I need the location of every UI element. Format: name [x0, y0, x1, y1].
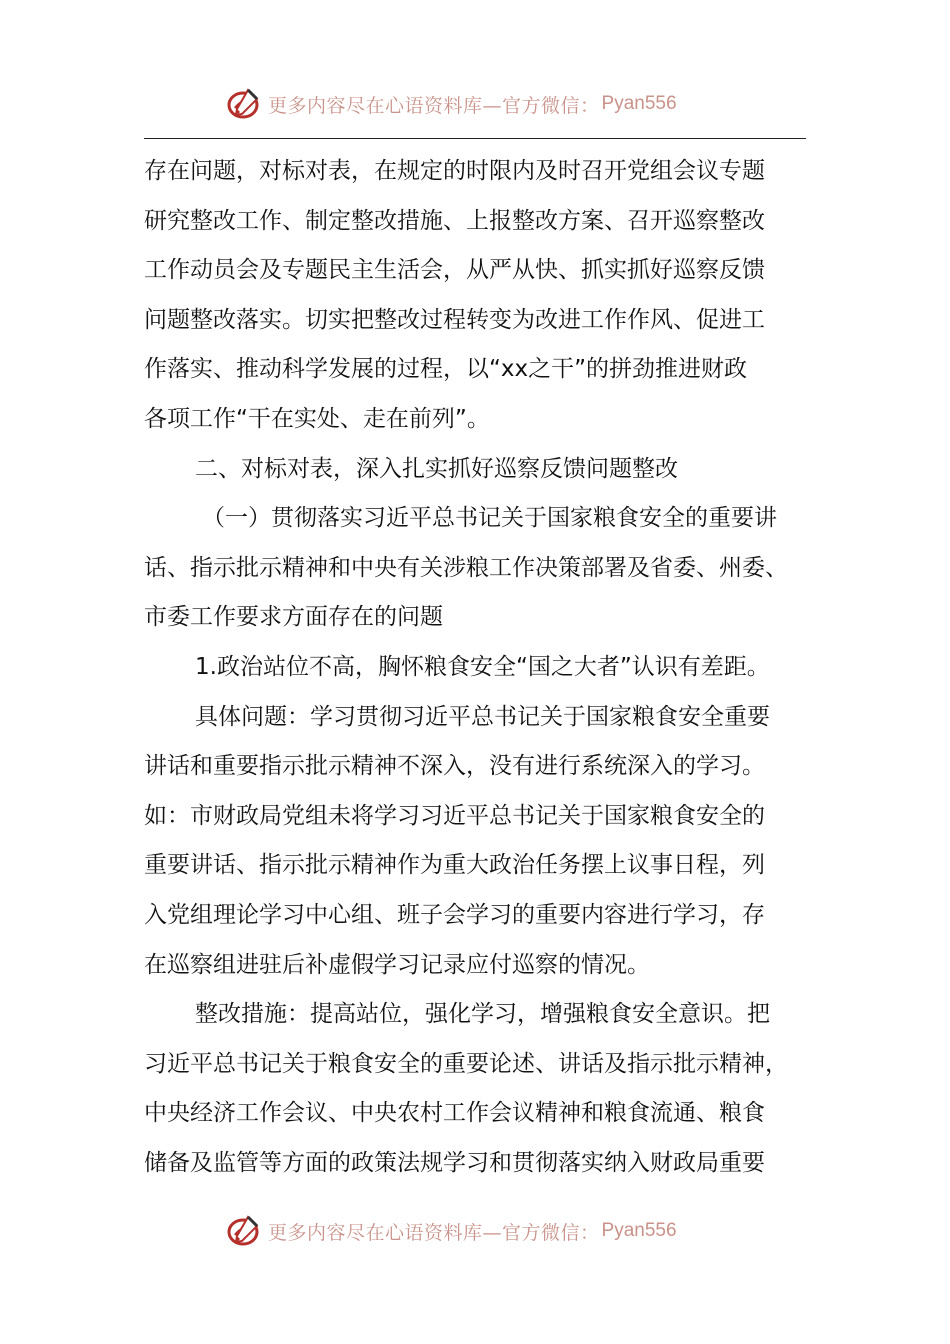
- text-line: 话、指示批示精神和中央有关涉粮工作决策部署及省委、州委、: [144, 554, 788, 581]
- text-line: 如：市财政局党组未将学习习近平总书记关于国家粮食安全的: [144, 802, 765, 829]
- text-line: 重要讲话、指示批示精神作为重大政治任务摆上议事日程，列: [144, 852, 765, 879]
- text-line: 整改措施：提高站位，强化学习，增强粮食安全意识。把: [195, 1001, 770, 1028]
- text-line: 具体问题：学习贯彻习近平总书记关于国家粮食安全重要: [195, 703, 770, 730]
- document-body: [144, 147, 806, 1188]
- text-line: 工作动员会及专题民主生活会，从严从快、抓实抓好巡察反馈: [144, 257, 765, 284]
- header-rule: [144, 138, 806, 139]
- text-line: 问题整改落实。切实把整改过程转变为改进工作作风、促进工: [144, 306, 765, 333]
- logo-icon: [226, 1213, 262, 1249]
- text-line: 入党组理论学习中心组、班子会学习的重要内容进行学习，存: [144, 901, 765, 928]
- text-line: 习近平总书记关于粮食安全的重要论述、讲话及指示批示精神，: [144, 1050, 788, 1077]
- text-line: 存在问题，对标对表，在规定的时限内及时召开党组会议专题: [144, 158, 765, 184]
- text-line: 储备及监管等方面的政策法规学习和贯彻落实纳入财政局重要: [144, 1149, 765, 1176]
- logo-icon: [226, 86, 262, 122]
- text-line: 各项工作“干在实处、走在前列”。: [144, 405, 490, 432]
- section-heading: 二、对标对表，深入扎实抓好巡察反馈问题整改: [195, 455, 678, 482]
- banner-handle: Pyan556: [601, 1220, 677, 1241]
- banner-text: 更多内容尽在心语资料库—官方微信：: [268, 94, 600, 117]
- text-line: 在巡察组进驻后补虚假学习记录应付巡察的情况。: [144, 951, 650, 978]
- text-line: 中央经济工作会议、中央农村工作会议精神和粮食流通、粮食: [144, 1100, 765, 1127]
- footer-banner: [226, 1211, 677, 1251]
- text-line: 市委工作要求方面存在的问题: [144, 604, 443, 631]
- header-banner: [226, 84, 677, 124]
- item-heading: 1.政治站位不高，胸怀粮食安全“国之大者”认识有差距。: [195, 653, 770, 680]
- text-line: 讲话和重要指示批示精神不深入，没有进行系统深入的学习。: [144, 753, 765, 780]
- banner-text: 更多内容尽在心语资料库—官方微信：: [268, 1221, 600, 1244]
- text-line: 研究整改工作、制定整改措施、上报整改方案、召开巡察整改: [144, 207, 765, 234]
- text-line: 作落实、推动科学发展的过程，以“xx之干”的拼劲推进财政: [144, 356, 748, 383]
- banner-handle: Pyan556: [601, 93, 677, 114]
- subsection-heading: （一）贯彻落实习近平总书记关于国家粮食安全的重要讲: [202, 505, 777, 532]
